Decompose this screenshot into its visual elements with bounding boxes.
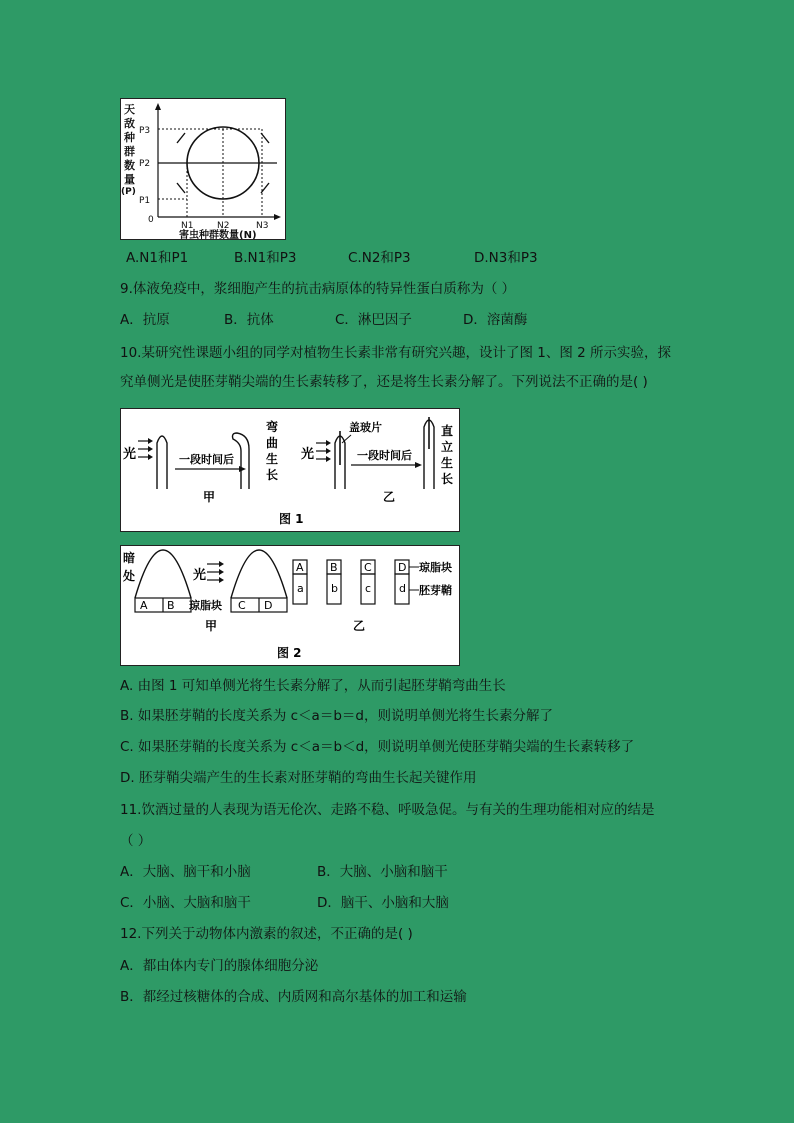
block-label-d: D — [264, 599, 273, 612]
coleoptile-label-a: a — [297, 582, 304, 595]
cycle-arrow — [261, 183, 269, 193]
block-label-b: B — [167, 599, 175, 612]
q11-stem-line1: 11.饮酒过量的人表现为语无伦次、走路不稳、呼吸急促。与有关的生理功能相对应的结是 — [120, 802, 655, 818]
figure-2-svg — [121, 546, 459, 665]
light-arrowhead — [219, 577, 224, 583]
x-axis-arrow — [274, 214, 281, 220]
after-time-label: 一段时间后 — [357, 449, 412, 462]
straight-growth-char: 直 — [441, 424, 454, 438]
light-arrowhead — [219, 569, 224, 575]
jia-label: 甲 — [205, 619, 218, 633]
q11-stem-line2: （ ） — [120, 833, 152, 849]
light-label: 光 — [193, 568, 207, 583]
bent-growth-char: 长 — [266, 468, 279, 482]
q9-option-d[interactable]: D．溶菌酶 — [463, 312, 528, 328]
yi-label: 乙 — [353, 619, 366, 633]
x-tick-n1: N1 — [181, 221, 194, 231]
block-label-a: A — [296, 561, 304, 574]
bent-growth-char: 弯 — [266, 420, 279, 434]
q11-option-c[interactable]: C．小脑、大脑和脑干 — [120, 895, 251, 911]
light-arrowhead — [326, 456, 331, 462]
light-label: 光 — [123, 447, 137, 462]
q9-option-c[interactable]: C．淋巴因子 — [335, 312, 412, 328]
time-arrowhead — [415, 462, 422, 468]
dark-char: 暗 — [123, 551, 136, 565]
q12-option-a[interactable]: A．都由体内专门的腺体细胞分泌 — [120, 958, 319, 974]
coleoptile-label-c: c — [365, 582, 372, 595]
figure-1-caption: 图 1 — [279, 512, 304, 526]
coleoptile-tip-dark — [135, 550, 191, 598]
q8-option-a[interactable]: A.N1和P1 — [126, 250, 189, 266]
q10-stem-line1: 10.某研究性课题小组的同学对植物生长素非常有研究兴趣，设计了图 1、图 2 所示实验，探 — [120, 345, 672, 361]
q8-option-b[interactable]: B.N1和P3 — [234, 250, 297, 266]
q10-option-b[interactable]: B. 如果胚芽鞘的长度关系为 c＜a＝b＝d，则说明单侧光将生长素分解了 — [120, 708, 553, 724]
y-axis-label-char: 敌 — [124, 117, 135, 130]
q9-option-a[interactable]: A．抗原 — [120, 312, 170, 328]
straight-growth-char: 立 — [441, 440, 454, 454]
y-tick-p2: P2 — [139, 159, 151, 169]
q11-option-d[interactable]: D．脑干、小脑和大脑 — [317, 895, 449, 911]
coleoptile-label-d: d — [399, 582, 406, 595]
y-axis-label-char: 天 — [124, 103, 135, 116]
block-label-b: B — [330, 561, 338, 574]
y-tick-p3: P3 — [139, 126, 151, 136]
q11-option-a[interactable]: A．大脑、脑干和小脑 — [120, 864, 251, 880]
predator-prey-graph-svg — [121, 99, 285, 239]
block-label-c: C — [238, 599, 246, 612]
y-axis-label-char: 数 — [124, 159, 135, 172]
q10-option-a[interactable]: A. 由图 1 可知单侧光将生长素分解了，从而引起胚芽鞘弯曲生长 — [120, 678, 506, 694]
x-tick-n2: N2 — [217, 221, 230, 231]
figure-1 — [120, 408, 460, 532]
y-axis-label-unit: (P) — [121, 187, 136, 197]
light-arrowhead — [148, 454, 153, 460]
q12-stem: 12.下列关于动物体内激素的叙述，不正确的是( ) — [120, 926, 413, 942]
origin-label: 0 — [148, 215, 154, 225]
q12-option-b[interactable]: B．都经过核糖体的合成、内质网和高尔基体的加工和运输 — [120, 989, 467, 1005]
cycle-arrow — [177, 133, 185, 143]
light-arrowhead — [326, 448, 331, 454]
q9-stem: 9.体液免疫中，浆细胞产生的抗击病原体的特异性蛋白质称为（ ） — [120, 281, 516, 297]
light-arrowhead — [219, 561, 224, 567]
block-label-d: D — [398, 561, 407, 574]
x-tick-n3: N3 — [256, 221, 269, 231]
block-label-c: C — [364, 561, 372, 574]
light-arrowhead — [326, 440, 331, 446]
agar-block-label: 琼脂块 — [419, 561, 452, 574]
q8-option-d[interactable]: D.N3和P3 — [474, 250, 538, 266]
coleoptile-tip-lit — [231, 550, 287, 598]
x-axis-label: 害虫种群数量(N) — [179, 230, 257, 239]
agar-label: 琼脂块 — [189, 599, 222, 612]
cycle-arrow — [177, 183, 185, 193]
straight-growth-char: 生 — [441, 456, 454, 470]
coleoptile-before — [157, 436, 167, 489]
q11-option-b[interactable]: B．大脑、小脑和脑干 — [317, 864, 448, 880]
y-tick-p1: P1 — [139, 196, 151, 206]
q10-stem-line2: 究单侧光是使胚芽鞘尖端的生长素转移了，还是将生长素分解了。下列说法不正确的是( ) — [120, 374, 648, 390]
after-time-label: 一段时间后 — [179, 453, 234, 466]
coleoptile-label: 胚芽鞘 — [419, 584, 452, 597]
figure-2-caption: 图 2 — [277, 646, 302, 660]
coleoptile-label-b: b — [331, 582, 338, 595]
jia-label: 甲 — [203, 490, 216, 504]
coleoptile-bent — [233, 433, 250, 489]
cover-slip-label: 盖玻片 — [349, 421, 382, 434]
light-label: 光 — [301, 447, 315, 462]
q10-option-c[interactable]: C. 如果胚芽鞘的长度关系为 c＜a＝b＜d，则说明单侧光使胚芽鞘尖端的生长素转移了 — [120, 739, 635, 755]
q8-option-c[interactable]: C.N2和P3 — [348, 250, 411, 266]
dark-char: 处 — [123, 569, 136, 583]
y-axis-label-char: 种 — [124, 131, 135, 144]
y-axis-label-char: 群 — [124, 145, 135, 158]
y-axis-arrow — [155, 103, 161, 110]
q9-option-b[interactable]: B．抗体 — [224, 312, 274, 328]
bent-growth-char: 曲 — [266, 436, 279, 450]
block-label-a: A — [140, 599, 148, 612]
light-arrowhead — [148, 446, 153, 452]
yi-label: 乙 — [383, 490, 396, 504]
figure-2 — [120, 545, 460, 666]
q10-option-d[interactable]: D. 胚芽鞘尖端产生的生长素对胚芽鞘的弯曲生长起关键作用 — [120, 770, 477, 786]
light-arrowhead — [148, 438, 153, 444]
bent-growth-char: 生 — [266, 452, 279, 466]
y-axis-label-char: 量 — [124, 173, 135, 186]
time-arrowhead — [239, 466, 246, 472]
predator-prey-graph — [120, 98, 286, 240]
figure-1-svg — [121, 409, 459, 531]
straight-growth-char: 长 — [441, 472, 454, 486]
